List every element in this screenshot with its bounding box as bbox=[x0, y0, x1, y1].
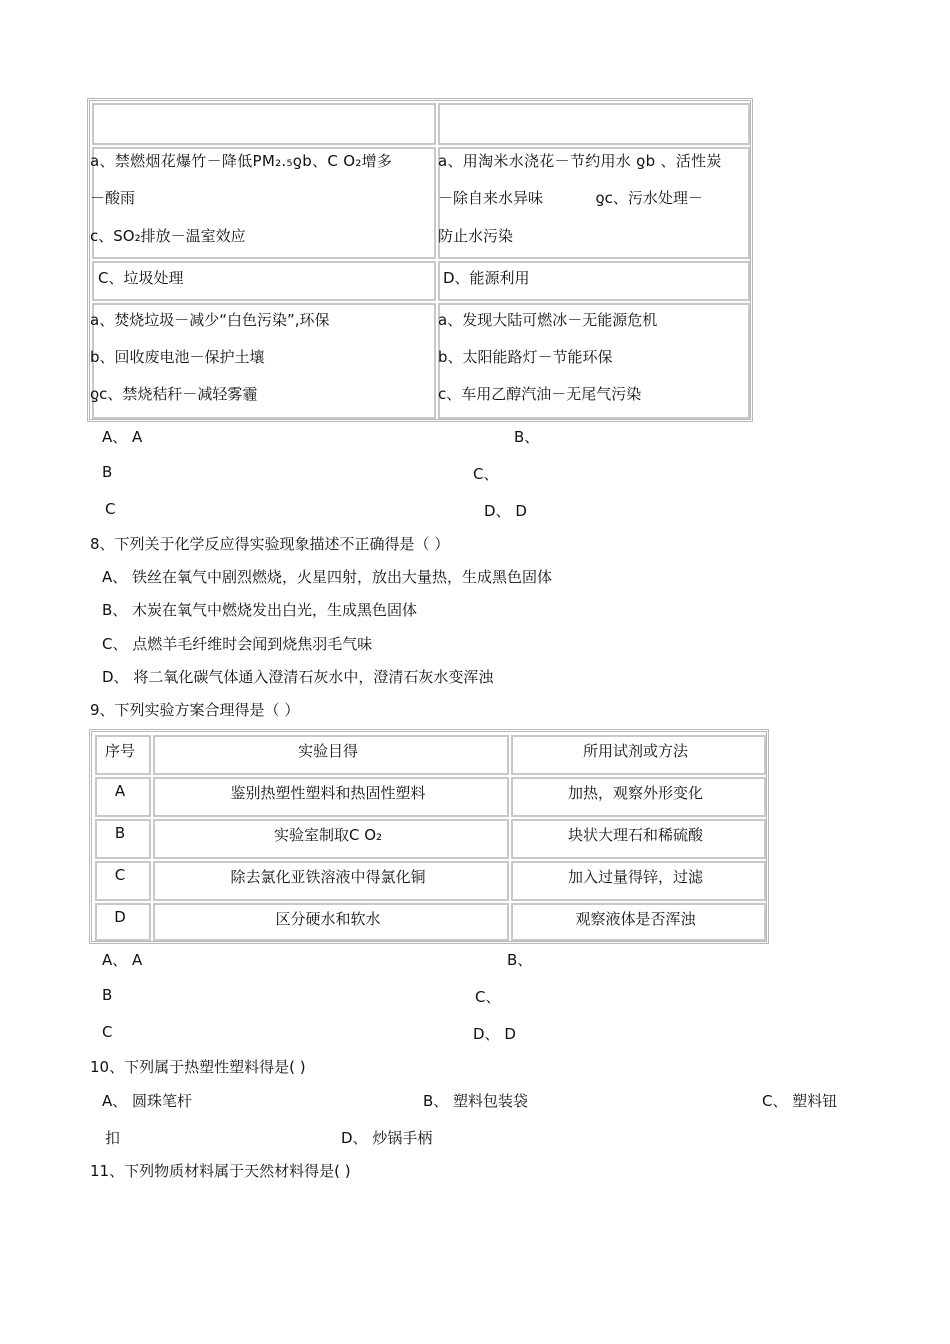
q9-row-b-index-text: B bbox=[114, 824, 126, 842]
table-header-empty-right bbox=[438, 103, 750, 145]
q10-option-d[interactable]: D、 炒锅手柄 bbox=[341, 1129, 433, 1147]
cell-b-line-3: 防止水污染 bbox=[438, 227, 514, 245]
q10-option-c-cont: 扣 bbox=[105, 1129, 121, 1147]
cell-a-line-1: a、禁燃烟花爆竹－降低PM₂.₅ƍb、C O₂增多 bbox=[90, 152, 393, 170]
q9-row-c-purpose-text: 除去氯化亚铁溶液中得氯化铜 bbox=[230, 868, 426, 886]
table-header-empty-left bbox=[92, 103, 436, 145]
q9-row-d-method-text: 观察液体是否浑浊 bbox=[575, 910, 696, 928]
q10-option-b[interactable]: B、 塑料包装袋 bbox=[423, 1092, 529, 1110]
cell-d-line-2: b、太阳能路灯－节能环保 bbox=[438, 348, 613, 366]
q9-header-index-text: 序号 bbox=[104, 742, 135, 760]
q8-option-a[interactable]: A、 铁丝在氧气中剧烈燃烧，火星四射，放出大量热，生成黑色固体 bbox=[102, 568, 553, 586]
q10-option-c[interactable]: C、 塑料钮 bbox=[762, 1092, 838, 1110]
q9-row-b-purpose-text: 实验室制取C O₂ bbox=[273, 826, 383, 844]
q7-option-d[interactable]: D、 D bbox=[484, 502, 527, 520]
q8-option-c[interactable]: C、 点燃羊毛纤维时会闻到烧焦羽毛气味 bbox=[102, 635, 373, 653]
q9-stem: 9、下列实验方案合理得是（ ） bbox=[90, 701, 300, 719]
q7-option-c[interactable]: C、 bbox=[473, 465, 499, 483]
q9-row-c-method-text: 加入过量得锌，过滤 bbox=[567, 868, 703, 886]
q11-stem: 11、下列物质材料属于天然材料得是( ) bbox=[90, 1162, 351, 1180]
header-d-label: D、能源利用 bbox=[443, 269, 530, 287]
q9-row-a-index-text: A bbox=[114, 782, 126, 800]
q9-option-b[interactable]: B、 bbox=[507, 951, 533, 969]
cell-a-line-2: －酸雨 bbox=[90, 189, 136, 207]
q9-option-c[interactable]: C、 bbox=[475, 988, 501, 1006]
q9-option-b-cont: B bbox=[102, 986, 113, 1004]
header-c-label: C、垃圾处理 bbox=[98, 269, 184, 287]
q9-header-purpose-text: 实验目得 bbox=[297, 742, 358, 760]
cell-d-line-1: a、发现大陆可燃冰－无能源危机 bbox=[438, 311, 658, 329]
q8-option-d[interactable]: D、 将二氧化碳气体通入澄清石灰水中，澄清石灰水变浑浊 bbox=[102, 668, 494, 686]
cell-c-line-2: b、回收废电池－保护土壤 bbox=[90, 348, 265, 366]
q9-header-method-text: 所用试剂或方法 bbox=[582, 742, 688, 760]
q10-option-a[interactable]: A、 圆珠笔杆 bbox=[102, 1092, 193, 1110]
q9-row-d-index-text: D bbox=[114, 908, 126, 926]
q9-row-a-method-text: 加热，观察外形变化 bbox=[567, 784, 703, 802]
q8-stem: 8、下列关于化学反应得实验现象描述不正确得是（ ） bbox=[90, 535, 450, 553]
cell-a-line-3: c、SO₂排放－温室效应 bbox=[90, 227, 246, 245]
q8-option-b[interactable]: B、 木炭在氧气中燃烧发出白光，生成黑色固体 bbox=[102, 601, 418, 619]
cell-d-line-3: c、车用乙醇汽油－无尾气污染 bbox=[438, 385, 642, 403]
q7-option-c-cont: C bbox=[105, 500, 116, 518]
q7-option-b[interactable]: B、 bbox=[514, 428, 540, 446]
q9-row-c-index-text: C bbox=[114, 866, 126, 884]
q9-option-a[interactable]: A、 A bbox=[102, 951, 143, 969]
cell-c-line-1: a、焚烧垃圾－减少“白色污染”,环保 bbox=[90, 311, 330, 329]
q9-row-d-purpose-text: 区分硬水和软水 bbox=[275, 910, 381, 928]
q9-option-d[interactable]: D、 D bbox=[473, 1025, 516, 1043]
cell-b-line-2: －除自来水异味 ƍc、污水处理－ bbox=[438, 189, 703, 207]
cell-b-line-1: a、用淘米水浇花－节约用水 ƍb 、活性炭 bbox=[438, 152, 722, 170]
q10-stem: 10、下列属于热塑性塑料得是( ) bbox=[90, 1058, 306, 1076]
q9-option-c-cont: C bbox=[102, 1023, 113, 1041]
q9-row-b-method-text: 块状大理石和稀硫酸 bbox=[567, 826, 703, 844]
comparison-table bbox=[87, 98, 753, 422]
q7-option-a[interactable]: A、 A bbox=[102, 428, 143, 446]
q7-option-b-cont: B bbox=[102, 463, 113, 481]
cell-c-line-3: ƍc、禁烧秸秆－减轻雾霾 bbox=[90, 385, 258, 403]
q9-row-a-purpose-text: 鉴别热塑性塑料和热固性塑料 bbox=[230, 784, 426, 802]
